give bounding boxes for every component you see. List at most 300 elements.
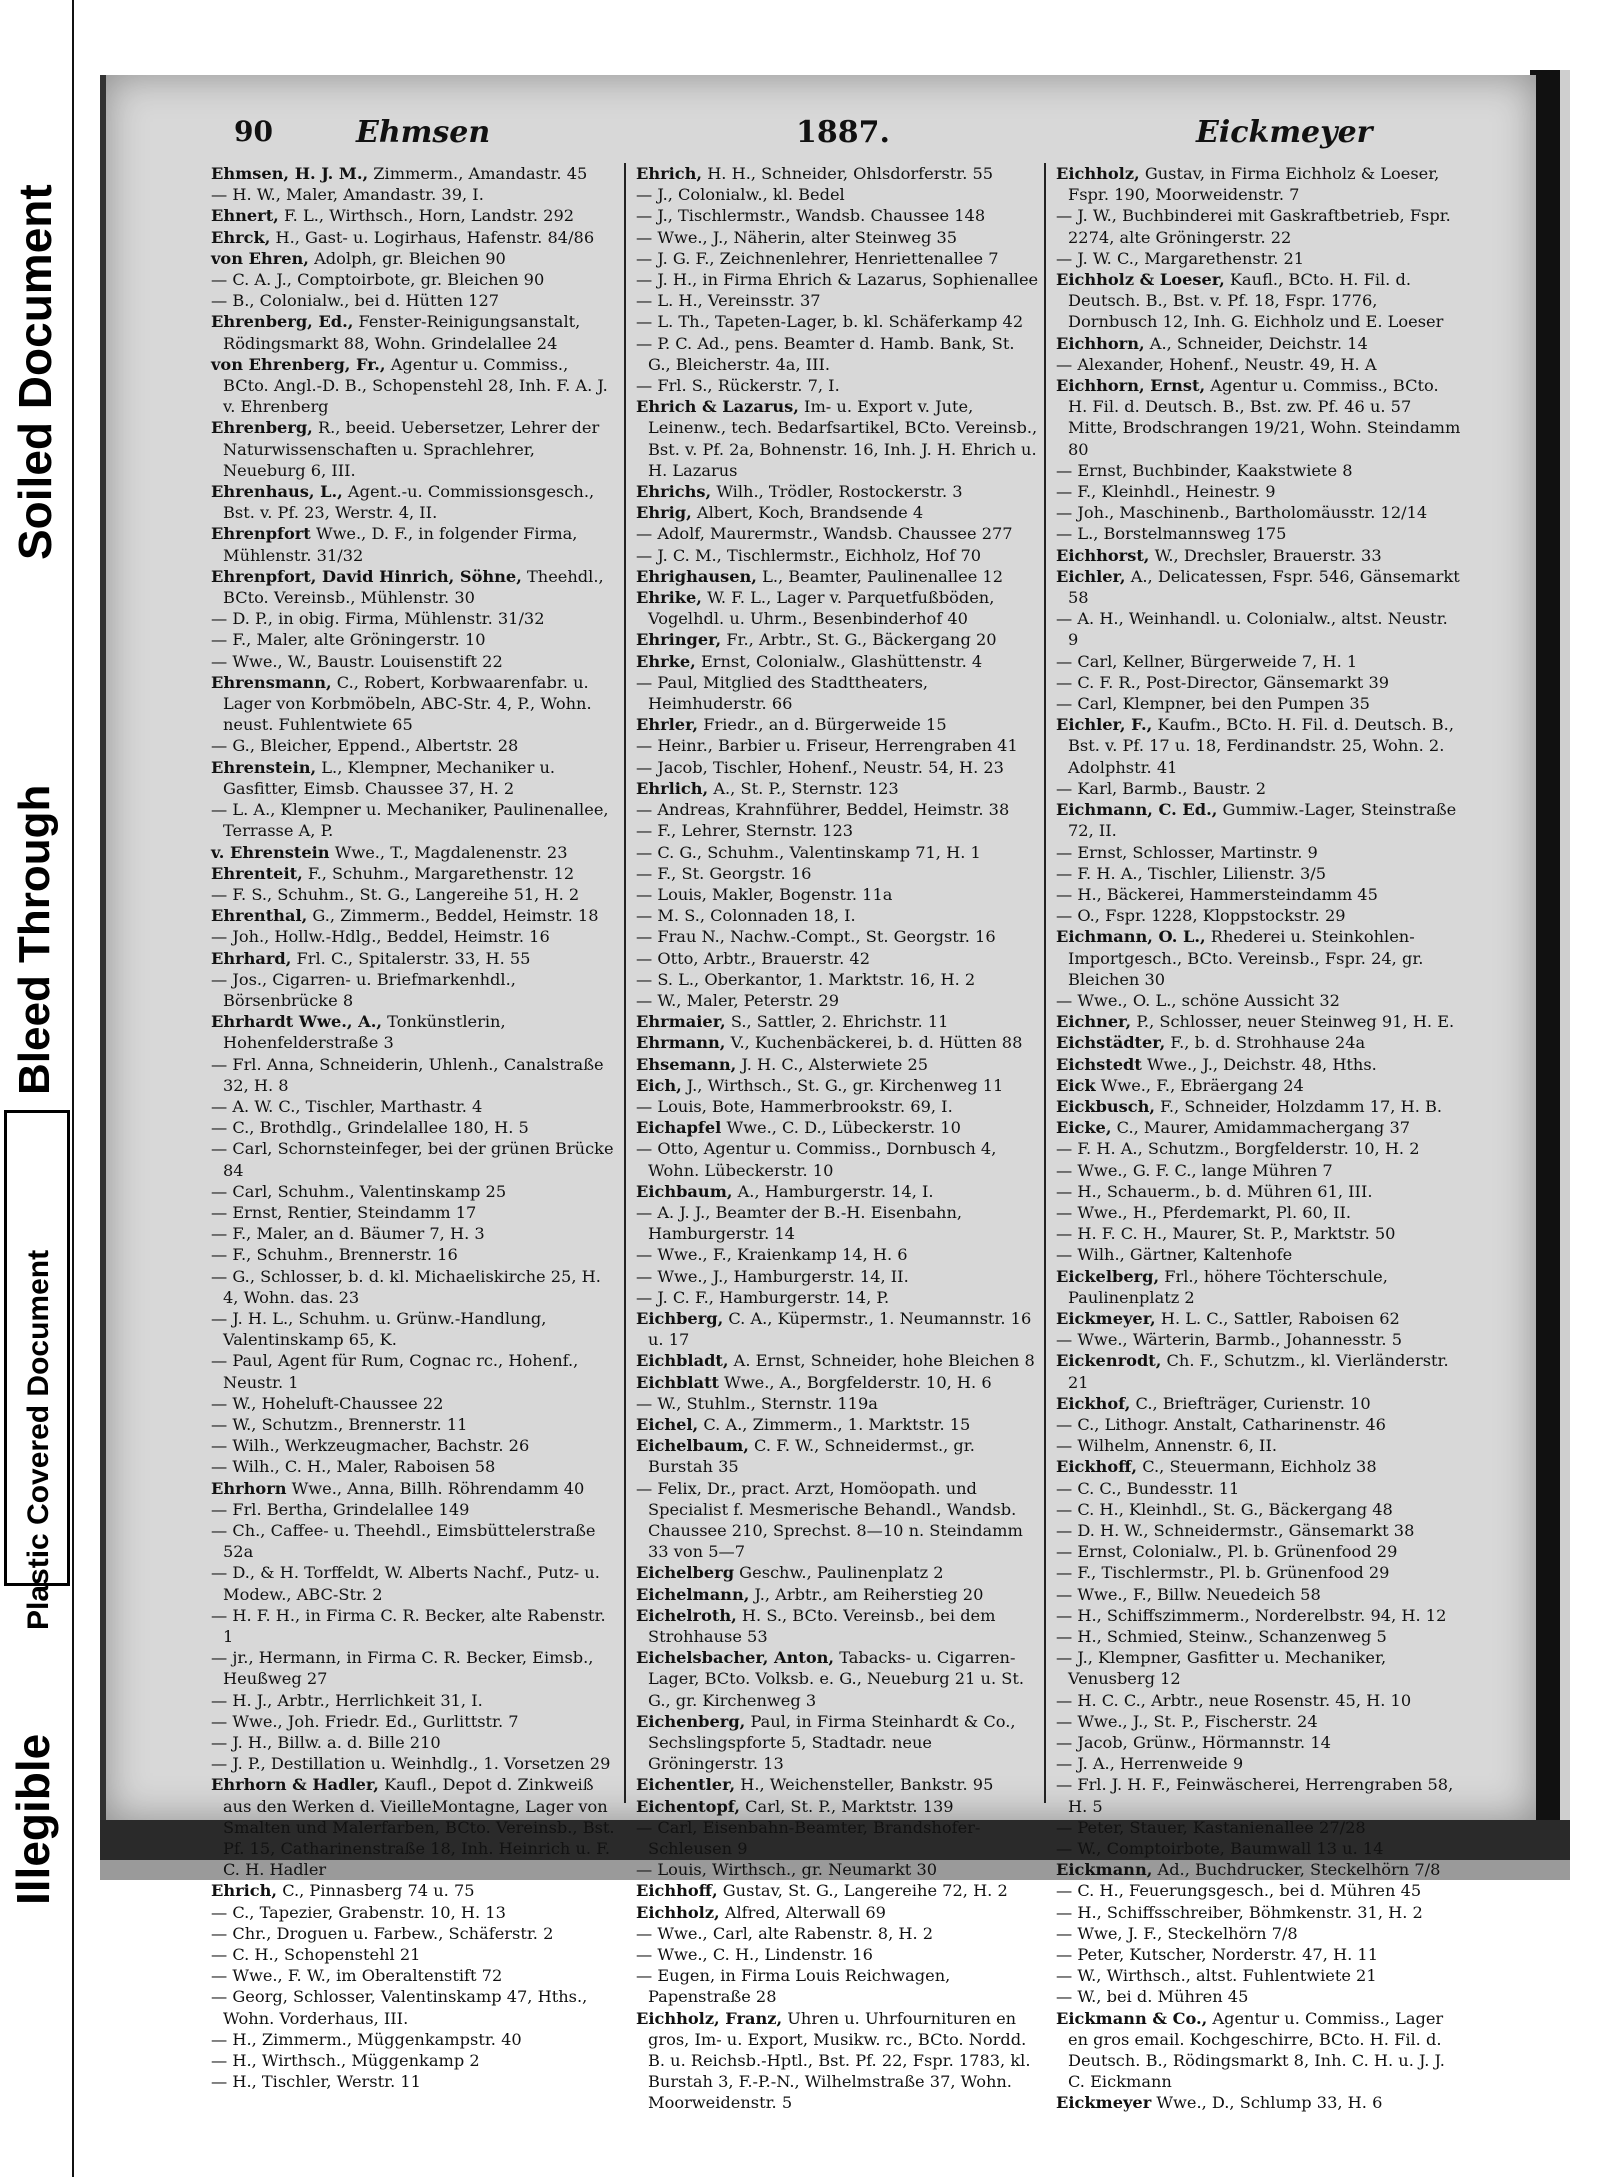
directory-entry — [211, 1456, 616, 1477]
directory-entry — [636, 1075, 1041, 1096]
entry-details: Kaufl., BCto. H. Fil. d. Deutsch. B., Bst. v. Pf. 18, Fspr. 1776, Dornbusch 12, Inh. G. Eichholz und E. Loeser — [1068, 270, 1444, 332]
entry-details: Alfred, Alterwall 69 — [719, 1902, 886, 1922]
directory-entry — [636, 926, 1041, 947]
directory-entry — [636, 1054, 1041, 1075]
entry-name: Eichmann, O. L., — [1056, 927, 1206, 947]
directory-entry — [1056, 1986, 1461, 2007]
entry-details: — F., Tischlermstr., Pl. b. Grünenfood 29 — [1056, 1563, 1390, 1583]
entry-details: — F., St. Georgstr. 16 — [636, 863, 812, 883]
directory-entry — [1056, 1160, 1461, 1181]
directory-entry — [1056, 1266, 1461, 1308]
entry-details: A., Hamburgerstr. 14, I. — [732, 1181, 934, 1201]
directory-entry — [211, 672, 616, 736]
entry-name: Ehrighausen, — [636, 566, 757, 586]
directory-entry — [211, 1223, 616, 1244]
entry-details: — Andreas, Krahnführer, Beddel, Heimstr. 38 — [636, 800, 1010, 820]
entry-details: J., Arbtr., am Reiherstieg 20 — [749, 1584, 984, 1604]
directory-entry — [636, 2008, 1041, 2114]
directory-entry — [1056, 248, 1461, 269]
entry-name: Eicke, — [1056, 1118, 1112, 1138]
directory-entry — [211, 1414, 616, 1435]
entry-details: L., Beamter, Paulinenallee 12 — [756, 566, 1004, 586]
entry-details: — W., Hoheluft-Chaussee 22 — [211, 1393, 444, 1413]
entry-details: Wwe., D. F., in folgender Firma, Mühlenstr. 31/32 — [223, 524, 578, 565]
entry-name: Ehrhard, — [211, 948, 292, 968]
entry-details: Fenster-Reinigungsanstalt, Rödingsmarkt 88, Wohn. Grindelallee 24 — [223, 312, 581, 353]
directory-entry — [1056, 1202, 1461, 1223]
entry-details: — Jacob, Grünw., Hörmannstr. 14 — [1056, 1733, 1331, 1753]
entry-details: — Wwe., C. H., Lindenstr. 16 — [636, 1945, 873, 1965]
directory-entry — [636, 1647, 1041, 1711]
directory-entry — [636, 1605, 1041, 1647]
directory-entry — [211, 184, 616, 205]
header-year: 1887. — [796, 115, 890, 150]
entry-name: Ehrenpfort — [211, 524, 311, 544]
directory-entry — [636, 481, 1041, 502]
entry-details: — Wwe., G. F. C., lange Mühren 7 — [1056, 1160, 1333, 1180]
entry-details: F., Schuhm., Margarethenstr. 12 — [302, 863, 575, 883]
entry-details: — C. F. R., Post-Director, Gänsemarkt 39 — [1056, 672, 1390, 692]
directory-entry — [1056, 1923, 1461, 1944]
entry-details: Paul, in Firma Steinhardt & Co., Sechslingspforte 5, Stadtadr. neue Gröningerstr. 13 — [648, 1711, 1016, 1774]
directory-entry — [1056, 672, 1461, 693]
entry-name: Eichelmann, — [636, 1584, 750, 1604]
entry-details: — H., Schmied, Steinw., Schanzenweg 5 — [1056, 1627, 1387, 1647]
entry-name: Eichelsbacher, Anton, — [636, 1648, 835, 1668]
entry-details: — Wwe., F., Billw. Neuedeich 58 — [1056, 1584, 1321, 1604]
directory-entry — [1056, 1075, 1461, 1096]
entry-details: Tonkünstlerin, Hohenfelderstraße 3 — [223, 1012, 506, 1053]
entry-name: Ehrenteit, — [211, 863, 303, 883]
entry-details: — Wwe., W., Baustr. Louisenstift 22 — [211, 651, 503, 671]
plastic-covered-label: Plastic Covered Document — [22, 1249, 55, 1630]
directory-entry — [211, 1054, 616, 1096]
entry-details: Ch. F., Schutzm., kl. Vierländerstr. 21 — [1068, 1351, 1449, 1392]
entry-details: — H., Schiffsschreiber, Böhmkenstr. 31, H. 2 — [1056, 1902, 1423, 1922]
entry-name: Eichapfel — [636, 1118, 722, 1138]
entry-details: — Carl, Klempner, bei den Pumpen 35 — [1056, 694, 1370, 714]
directory-column-left — [211, 163, 616, 2092]
directory-entry — [1056, 1902, 1461, 1923]
entry-details: Wwe., D., Schlump 33, H. 6 — [1151, 2093, 1383, 2113]
bleed-through-box — [4, 1110, 70, 1586]
directory-entry — [211, 1986, 616, 2028]
directory-entry — [636, 863, 1041, 884]
directory-entry — [636, 333, 1041, 375]
directory-entry — [1056, 1329, 1461, 1350]
entry-details: — J. C. F., Hamburgerstr. 14, P. — [636, 1287, 890, 1307]
directory-entry — [636, 502, 1041, 523]
directory-entry — [1056, 333, 1461, 354]
directory-entry — [211, 227, 616, 248]
entry-name: Ehrlich, — [636, 778, 709, 798]
entry-name: Eichelbaum, — [636, 1436, 749, 1456]
directory-entry — [211, 311, 616, 353]
entry-name: Ehrck, — [211, 227, 271, 247]
directory-entry — [211, 1096, 616, 1117]
entry-details: — Carl, Kellner, Bürgerweide 7, H. 1 — [1056, 651, 1358, 671]
entry-details: — Adolf, Maurermstr., Wandsb. Chaussee 277 — [636, 524, 1013, 544]
entry-details: A., Delicatessen, Fspr. 546, Gänsemarkt 58 — [1068, 566, 1460, 608]
entry-name: Ehrenberg, — [211, 418, 313, 438]
directory-entry — [1056, 1138, 1461, 1159]
entry-name: Ehrich, — [211, 1881, 278, 1901]
entry-details: — S. L., Oberkantor, 1. Marktstr. 16, H. 2 — [636, 969, 976, 989]
entry-details: — F. H. A., Tischler, Lilienstr. 3/5 — [1056, 863, 1327, 883]
entry-details: — F. S., Schuhm., St. G., Langereihe 51, H. 2 — [211, 884, 580, 904]
entry-details: — Wwe., Wärterin, Barmb., Johannesstr. 5 — [1056, 1330, 1403, 1350]
entry-name: Eichholz & Loeser, — [1056, 270, 1225, 290]
entry-details: — J. P., Destillation u. Weinhdlg., 1. Vorsetzen 29 — [211, 1754, 611, 1774]
directory-entry — [1056, 1096, 1461, 1117]
entry-details: Agent.-u. Commissionsgesch., Bst. v. Pf. 23, Werstr. 4, II. — [223, 482, 595, 523]
directory-entry — [636, 1266, 1041, 1287]
entry-name: Eichbladt, — [636, 1351, 729, 1371]
directory-entry — [211, 290, 616, 311]
entry-name: Ehrhorn — [211, 1478, 287, 1498]
directory-entry — [1056, 1520, 1461, 1541]
entry-name: Eichler, F., — [1056, 715, 1153, 735]
directory-entry — [636, 248, 1041, 269]
entry-details: H., Gast- u. Logirhaus, Hafenstr. 84/86 — [270, 227, 595, 247]
directory-entry — [211, 2071, 616, 2092]
entry-details: — C. C., Bundesstr. 11 — [1056, 1478, 1240, 1498]
entry-details: — Wwe., H., Pferdemarkt, Pl. 60, II. — [1056, 1202, 1352, 1222]
entry-details: — Eugen, in Firma Louis Reichwagen, Papenstraße 28 — [636, 1966, 951, 2007]
directory-entry — [211, 2029, 616, 2050]
entry-details: — F. H. A., Schutzm., Borgfelderstr. 10, H. 2 — [1056, 1139, 1420, 1159]
directory-entry — [1056, 1562, 1461, 1583]
directory-entry — [1056, 1732, 1461, 1753]
directory-entry — [211, 1562, 616, 1604]
entry-details: — Wwe, J. F., Steckelhörn 7/8 — [1056, 1923, 1298, 1943]
directory-entry — [1056, 905, 1461, 926]
directory-entry — [636, 1350, 1041, 1371]
entry-details: Wwe., J., Deichstr. 48, Hths. — [1141, 1054, 1377, 1074]
entry-name: Eickbusch, — [1056, 1096, 1156, 1116]
entry-details: — Ernst, Schlosser, Martinstr. 9 — [1056, 842, 1318, 862]
entry-name: Eichel, — [636, 1414, 699, 1434]
entry-details: Gummiw.-Lager, Steinstraße 72, II. — [1068, 800, 1457, 841]
entry-name: Eickmann & Co., — [1056, 2008, 1208, 2028]
entry-details: W., Drechsler, Brauerstr. 33 — [1149, 545, 1382, 565]
directory-entry — [211, 842, 616, 863]
entry-details: — W., Stuhlm., Sternstr. 119a — [636, 1393, 878, 1413]
entry-details: — W., Schutzm., Brennerstr. 11 — [211, 1414, 468, 1434]
directory-entry — [1056, 714, 1461, 778]
directory-entry — [211, 1774, 616, 1880]
entry-details: — Ernst, Buchbinder, Kaakstwiete 8 — [1056, 460, 1353, 480]
directory-entry — [636, 566, 1041, 587]
directory-entry — [211, 523, 616, 565]
entry-details: A., Schneider, Deichstr. 14 — [1144, 333, 1368, 353]
directory-entry — [211, 205, 616, 226]
entry-details: — jr., Hermann, in Firma C. R. Becker, Eimsb., Heußweg 27 — [211, 1648, 594, 1689]
directory-entry — [1056, 1350, 1461, 1392]
entry-details: — J., Klempner, Gasfitter u. Mechaniker, Venusberg 12 — [1056, 1648, 1387, 1689]
entry-details: Gustav, in Firma Eichholz & Loeser, Fspr. 190, Moorweidenstr. 7 — [1068, 164, 1440, 205]
directory-entry — [211, 757, 616, 799]
entry-details: H. S., BCto. Vereinsb., bei dem Strohhause 53 — [648, 1605, 996, 1647]
directory-entry — [211, 1647, 616, 1689]
directory-entry — [636, 990, 1041, 1011]
entry-details: Wwe., F., Ebräergang 24 — [1095, 1075, 1304, 1095]
directory-entry — [636, 1796, 1041, 1817]
directory-entry — [1056, 1711, 1461, 1732]
entry-name: Ehrenstein, — [211, 757, 317, 777]
entry-details: Agentur u. Commiss., BCto. H. Fil. d. Deutsch. B., Bst. zw. Pf. 46 u. 57 Mitte, Brodschrangen 19/21, Wohn. Steindamm 80 — [1068, 376, 1461, 459]
entry-details: — J. C. M., Tischlermstr., Eichholz, Hof 70 — [636, 545, 982, 565]
directory-entry — [636, 1181, 1041, 1202]
entry-details: C., Briefträger, Curienstr. 10 — [1130, 1393, 1371, 1413]
directory-entry — [636, 375, 1041, 396]
entry-details: — Otto, Agentur u. Commiss., Dornbusch 4, Wohn. Lübeckerstr. 10 — [636, 1139, 997, 1180]
entry-details: — Ch., Caffee- u. Theehdl., Eimsbüttelerstraße 52a — [211, 1521, 596, 1562]
directory-entry — [636, 1880, 1041, 1901]
entry-details: Agentur u. Commiss., Lager en gros email. Kochgeschirre, BCto. H. Fil. d. Deutsch. B., Rödingsmarkt 8, Inh. C. H. u. J. J. C. Eickmann — [1068, 2008, 1445, 2092]
directory-entry — [1056, 1690, 1461, 1711]
entry-details: — H. F. H., in Firma C. R. Becker, alte Rabenstr. 1 — [211, 1605, 606, 1647]
directory-entry — [636, 545, 1041, 566]
entry-details: Theehdl., BCto. Vereinsb., Mühlenstr. 30 — [223, 566, 604, 608]
entry-details: Kaufl., Depot d. Zinkweiß aus den Werken d. VieilleMontagne, Lager von Smalten und Malerfarben, BCto. Vereinsb., Bst. Pf. 15, Catharinenstraße 18, Inh. Heinrich u. F. C. H. Hadler — [223, 1775, 615, 1880]
directory-entry — [636, 1774, 1041, 1795]
entry-details: C., Maurer, Amidammachergang 37 — [1111, 1118, 1411, 1138]
entry-details: Geschw., Paulinenplatz 2 — [734, 1563, 944, 1583]
entry-name: Ehrig, — [636, 503, 692, 523]
entry-details: — H., Tischler, Werstr. 11 — [211, 2072, 421, 2092]
entry-details: H. H., Schneider, Ohlsdorferstr. 55 — [702, 164, 994, 183]
entry-details: — L. Th., Tapeten-Lager, b. kl. Schäferkamp 42 — [636, 312, 1024, 332]
entry-details: — H., Wirthsch., Müggenkamp 2 — [211, 2051, 480, 2071]
entry-details: Wilh., Trödler, Rostockerstr. 3 — [711, 482, 963, 502]
directory-entry — [211, 1181, 616, 1202]
entry-details: — H., Zimmerm., Müggenkampstr. 40 — [211, 2029, 522, 2049]
entry-details: — L. A., Klempner u. Mechaniker, Paulinenallee, Terrasse A, P. — [211, 800, 609, 841]
directory-entry — [1056, 1584, 1461, 1605]
entry-name: Eickenrodt, — [1056, 1351, 1162, 1371]
entry-details: — Wwe., Joh. Friedr. Ed., Gurlittstr. 7 — [211, 1711, 519, 1731]
entry-name: Eichmann, C. Ed., — [1056, 800, 1218, 820]
entry-details: — Wilh., C. H., Maler, Raboisen 58 — [211, 1457, 496, 1477]
entry-details: — J. G. F., Zeichnenlehrer, Henriettenallee 7 — [636, 248, 999, 268]
directory-entry — [211, 248, 616, 269]
entry-details: — Wwe., J., St. P., Fischerstr. 24 — [1056, 1711, 1318, 1731]
entry-details: C., Pinnasberg 74 u. 75 — [277, 1881, 475, 1901]
entry-details: F., b. d. Strohhause 24a — [1165, 1033, 1366, 1053]
directory-entry — [636, 1435, 1041, 1477]
directory-entry — [636, 651, 1041, 672]
entry-details: — Wilh., Gärtner, Kaltenhofe — [1056, 1245, 1293, 1265]
directory-entry — [1056, 1774, 1461, 1816]
entry-name: Eichstädter, — [1056, 1033, 1166, 1053]
directory-entry — [1056, 884, 1461, 905]
entry-name: Eickhoff, — [1056, 1457, 1138, 1477]
directory-entry — [211, 884, 616, 905]
entry-details: — J. H. L., Schuhm. u. Grünw.-Handlung, Valentinskamp 65, K. — [211, 1308, 547, 1350]
directory-entry — [211, 1902, 616, 1923]
entry-details: Carl, St. P., Marktstr. 139 — [740, 1796, 954, 1816]
directory-entry — [211, 1753, 616, 1774]
entry-details: — G., Schlosser, b. d. kl. Michaeliskirche 25, H. 4, Wohn. das. 23 — [211, 1266, 601, 1307]
header-left-word: Ehmsen — [356, 115, 491, 150]
entry-details: — M. S., Colonnaden 18, I. — [636, 906, 856, 926]
entry-details: Wwe., Anna, Billh. Röhrendamm 40 — [286, 1478, 585, 1498]
entry-details: — Heinr., Barbier u. Friseur, Herrengraben 41 — [636, 736, 1018, 756]
directory-entry — [211, 1944, 616, 1965]
directory-entry — [1056, 460, 1461, 481]
directory-entry — [636, 778, 1041, 799]
directory-entry — [636, 969, 1041, 990]
directory-entry — [211, 905, 616, 926]
entry-details: — C., Tapezier, Grabenstr. 10, H. 13 — [211, 1902, 506, 1922]
directory-entry — [1056, 990, 1461, 1011]
directory-entry — [636, 714, 1041, 735]
entry-details: — J. H., Billw. a. d. Bille 210 — [211, 1733, 441, 1753]
directory-entry — [1056, 651, 1461, 672]
directory-entry — [1056, 481, 1461, 502]
directory-entry — [211, 735, 616, 756]
directory-entry — [636, 799, 1041, 820]
entry-details: — C. H., Schopenstehl 21 — [211, 1945, 421, 1965]
entry-details: — Chr., Droguen u. Farbew., Schäferstr. 2 — [211, 1923, 554, 1943]
directory-entry — [636, 184, 1041, 205]
entry-name: Eichenberg, — [636, 1711, 746, 1731]
directory-entry — [1056, 354, 1461, 375]
directory-entry — [636, 1011, 1041, 1032]
entry-details: — H., Bäckerei, Hammersteindamm 45 — [1056, 884, 1378, 904]
entry-details: V., Kuchenbäckerei, b. d. Hütten 88 — [725, 1033, 1023, 1053]
directory-entry — [636, 1859, 1041, 1880]
directory-entry — [636, 227, 1041, 248]
directory-entry — [1056, 269, 1461, 333]
directory-entry — [211, 926, 616, 947]
entry-details: — C. H., Feuerungsgesch., bei d. Mühren 45 — [1056, 1881, 1422, 1901]
entry-details: — Wwe., J., Hamburgerstr. 14, II. — [636, 1266, 909, 1286]
directory-entry — [1056, 1944, 1461, 1965]
entry-details: — A. J. J., Beamter der B.-H. Eisenbahn, Hamburgerstr. 14 — [636, 1202, 963, 1244]
soiled-document-label: Soiled Document — [9, 184, 61, 560]
entry-details: C., Steuermann, Eichholz 38 — [1137, 1457, 1377, 1477]
entry-details: — Wilhelm, Annenstr. 6, II. — [1056, 1436, 1277, 1456]
entry-details: F. L., Wirthsch., Horn, Landstr. 292 — [278, 206, 575, 226]
entry-details: — J. A., Herrenweide 9 — [1056, 1754, 1244, 1774]
entry-details: — Louis, Bote, Hammerbrookstr. 69, I. — [636, 1096, 953, 1116]
directory-entry — [636, 1393, 1041, 1414]
directory-entry — [211, 1732, 616, 1753]
directory-entry — [1056, 1859, 1461, 1880]
entry-name: Eichhorn, — [1056, 333, 1145, 353]
directory-entry — [636, 1032, 1041, 1053]
entry-name: Ehrich, — [636, 164, 703, 183]
entry-details: — Jacob, Tischler, Hohenf., Neustr. 54, H. 23 — [636, 757, 1004, 777]
entry-details: Wwe., C. D., Lübeckerstr. 10 — [721, 1118, 961, 1138]
entry-details: — W., Comptoirbote, Baumwall 13 u. 14 — [1056, 1839, 1384, 1859]
entry-details: R., beeid. Uebersetzer, Lehrer der Naturwissenschaften u. Sprachlehrer, Neueburg 6, III. — [223, 418, 600, 480]
entry-details: Frl., höhere Töchterschule, Paulinenplatz 2 — [1068, 1266, 1388, 1307]
directory-entry — [1056, 1753, 1461, 1774]
entry-details: — Peter, Stauer, Kastanienallee 27/28 — [1056, 1817, 1366, 1837]
directory-entry — [211, 1690, 616, 1711]
entry-name: Eickmeyer, — [1056, 1308, 1156, 1328]
entry-name: Eichblatt — [636, 1372, 720, 1392]
entry-name: Ehrich & Lazarus, — [636, 397, 799, 417]
directory-entry — [211, 1244, 616, 1265]
entry-details: — Ernst, Rentier, Steindamm 17 — [211, 1202, 477, 1222]
directory-page — [100, 75, 1536, 2113]
directory-entry — [1056, 778, 1461, 799]
entry-details: — W., bei d. Mühren 45 — [1056, 1987, 1249, 2007]
directory-entry — [1056, 1647, 1461, 1689]
entry-details: — Louis, Makler, Bogenstr. 11a — [636, 884, 893, 904]
entry-details: — Louis, Wirthsch., gr. Neumarkt 30 — [636, 1860, 938, 1880]
entry-name: Ehrler, — [636, 715, 699, 735]
directory-entry — [1056, 1626, 1461, 1647]
entry-details: A. Ernst, Schneider, hohe Bleichen 8 — [728, 1351, 1035, 1371]
entry-details: Rhederei u. Steinkohlen-Importgesch., BCto. Vereinsb., Fspr. 24, gr. Bleichen 30 — [1068, 927, 1424, 989]
entry-details: — G., Bleicher, Eppend., Albertstr. 28 — [211, 736, 519, 756]
entry-name: Ehrmann, — [636, 1033, 726, 1053]
entry-details: Kaufm., BCto. H. Fil. d. Deutsch. B., Bst. v. Pf. 17 u. 18, Ferdinandstr. 25, Wohn. 2. Adolphstr. 41 — [1068, 715, 1454, 777]
directory-entry — [636, 1711, 1041, 1775]
entry-details: — Frl. S., Rückerstr. 7, I. — [636, 376, 840, 396]
entry-details: — Wilh., Werkzeugmacher, Bachstr. 26 — [211, 1436, 530, 1456]
directory-entry — [1056, 608, 1461, 650]
entry-details: — Carl, Schornsteinfeger, bei der grünen Brücke 84 — [211, 1139, 614, 1180]
directory-entry — [1056, 863, 1461, 884]
directory-entry — [1056, 1414, 1461, 1435]
entry-name: Eichner, — [1056, 1012, 1132, 1032]
directory-entry — [1056, 1499, 1461, 1520]
directory-entry — [1056, 1838, 1461, 1859]
entry-details: — Alexander, Hohenf., Neustr. 49, H. A — [1056, 354, 1377, 374]
entry-details: — A. W. C., Tischler, Marthastr. 4 — [211, 1096, 483, 1116]
entry-name: Eichentopf, — [636, 1796, 741, 1816]
directory-entry — [211, 1308, 616, 1350]
directory-entry — [211, 1202, 616, 1223]
entry-name: Eickmann, — [1056, 1860, 1153, 1880]
directory-entry — [211, 948, 616, 969]
directory-entry — [211, 863, 616, 884]
entry-details: — Wwe., Carl, alte Rabenstr. 8, H. 2 — [636, 1923, 934, 1943]
entry-details: — Otto, Arbtr., Brauerstr. 42 — [636, 948, 871, 968]
directory-entry — [636, 523, 1041, 544]
directory-entry — [211, 417, 616, 481]
entry-details: — Paul, Mitglied des Stadttheaters, Heimhuderstr. 66 — [636, 672, 929, 714]
entry-details: Ernst, Colonialw., Glashüttenstr. 4 — [695, 651, 983, 671]
entry-name: Eich, — [636, 1075, 682, 1095]
entry-details: Adolph, gr. Bleichen 90 — [308, 248, 506, 268]
entry-details: — C., Brothdlg., Grindelallee 180, H. 5 — [211, 1118, 529, 1138]
directory-entry — [1056, 926, 1461, 990]
directory-entry — [211, 354, 616, 418]
entry-details: — D. P., in obig. Firma, Mühlenstr. 31/32 — [211, 609, 545, 629]
entry-details: W. F. L., Lager v. Parquetfußböden, Vogelhdl. u. Uhrm., Besenbinderhof 40 — [648, 588, 995, 629]
entry-details: — W., Maler, Peterstr. 29 — [636, 990, 840, 1010]
directory-entry — [211, 1880, 616, 1901]
illegible-label: Illegible — [7, 1733, 59, 1905]
entry-name: v. Ehrenstein — [211, 842, 330, 862]
directory-entry — [1056, 1244, 1461, 1265]
directory-entry — [1056, 545, 1461, 566]
entry-details: — Georg, Schlosser, Valentinskamp 47, Hths., Wohn. Vorderhaus, III. — [211, 1987, 588, 2028]
entry-details: — F., Maler, alte Gröningerstr. 10 — [211, 630, 486, 650]
directory-entry — [1056, 566, 1461, 608]
directory-entry — [211, 969, 616, 1011]
entry-details: G., Zimmerm., Beddel, Heimstr. 18 — [307, 906, 599, 926]
entry-details: — J., Tischlermstr., Wandsb. Chaussee 148 — [636, 206, 986, 226]
directory-entry — [211, 566, 616, 608]
